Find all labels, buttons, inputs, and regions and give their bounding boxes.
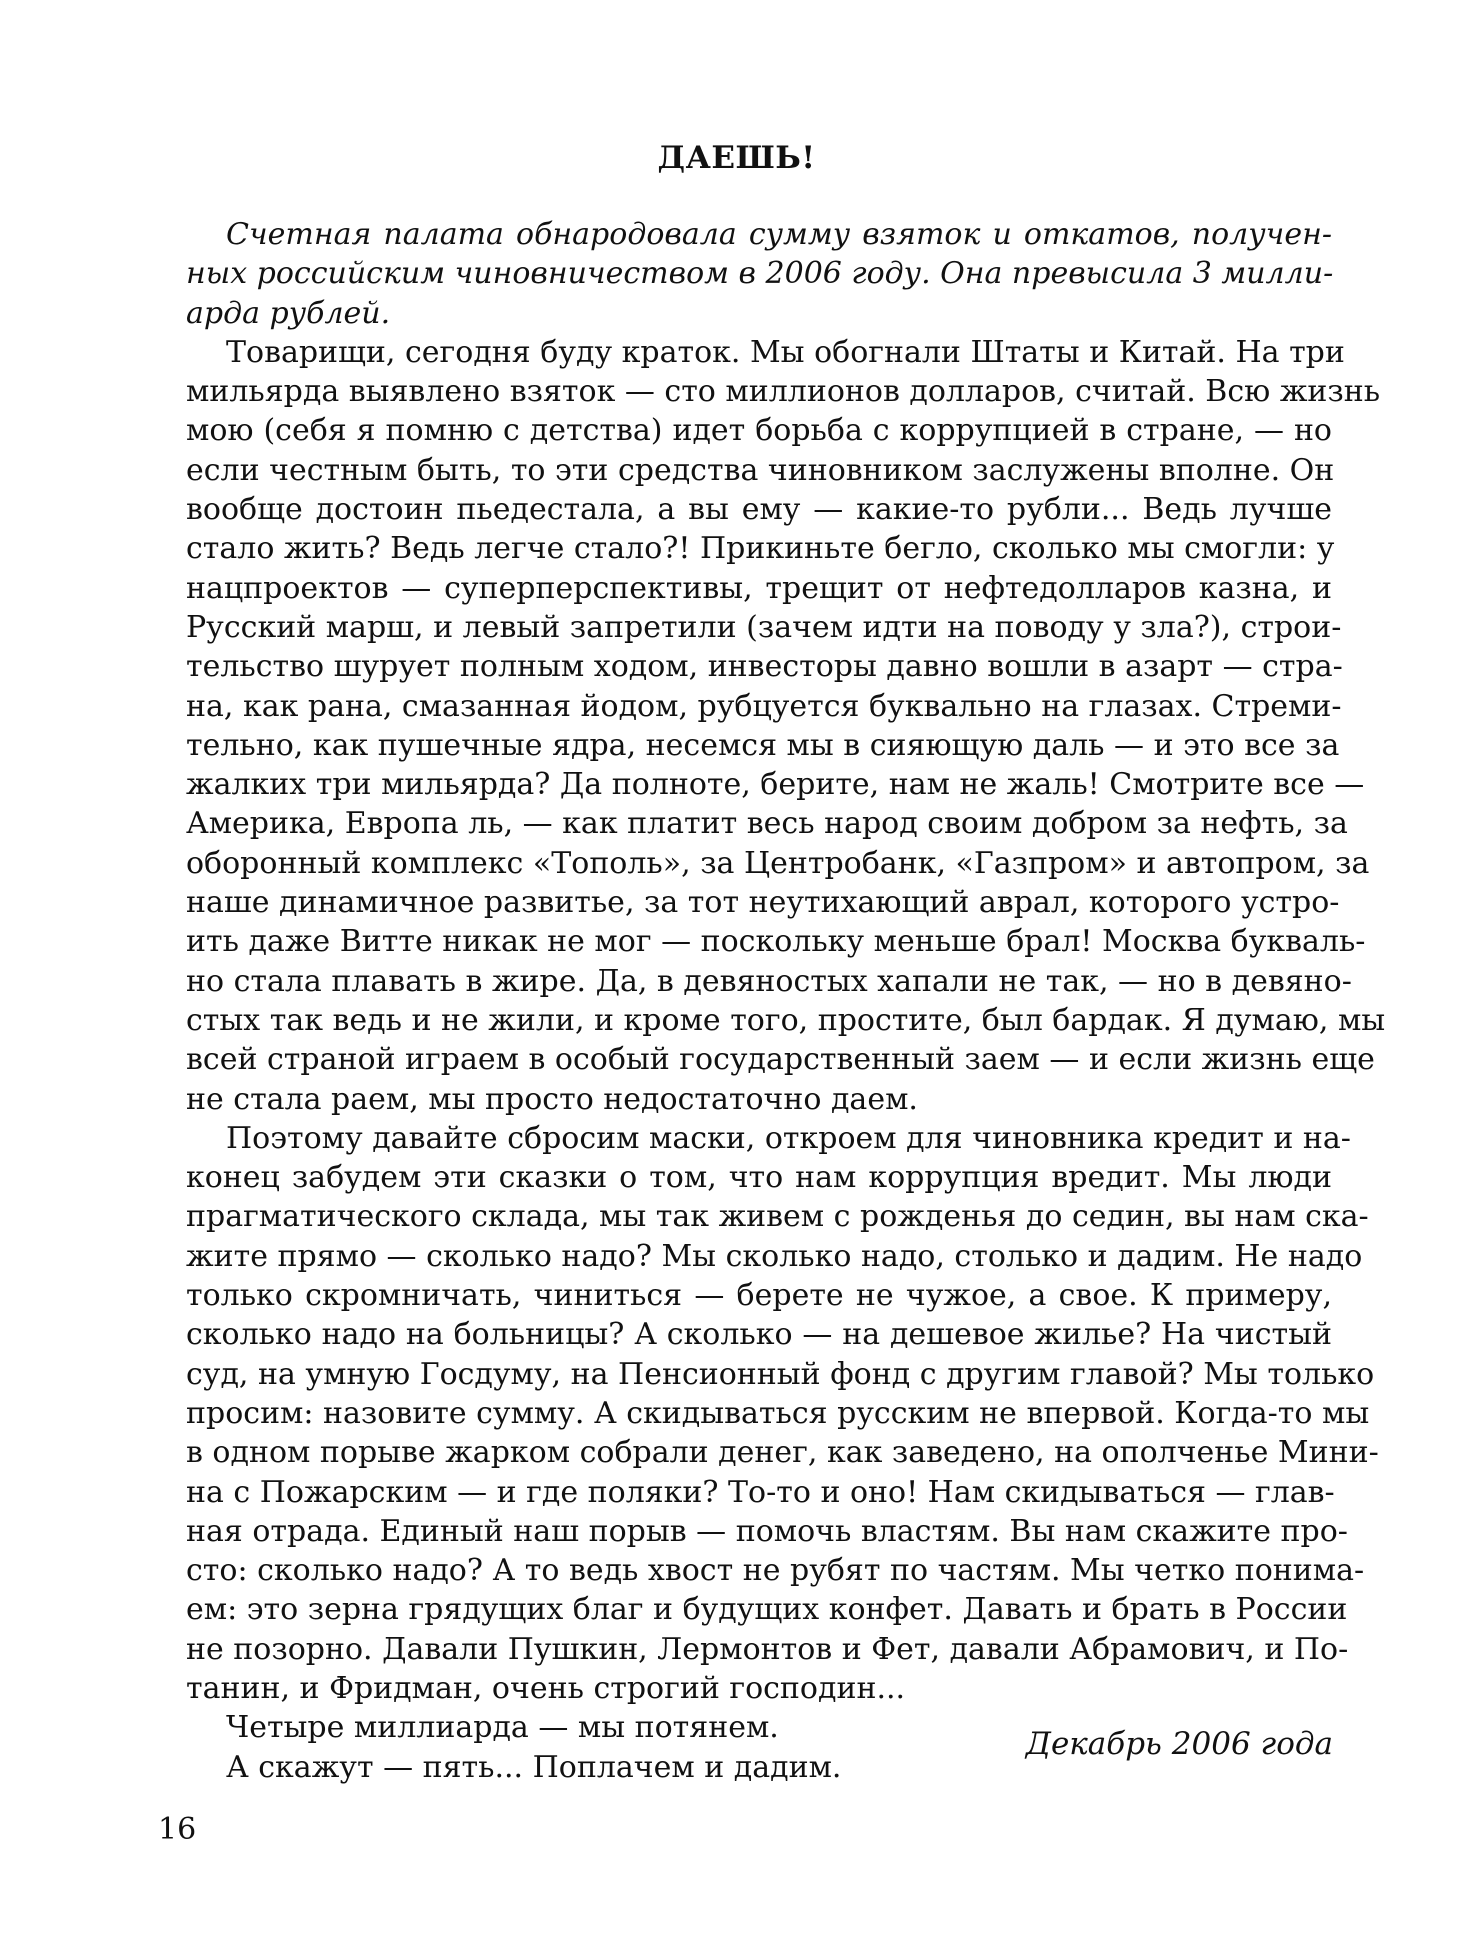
lead-line: Счетная палата обнародовала сумму взяток и откатов, получен- <box>226 217 1332 252</box>
page-number: 16 <box>158 1812 197 1847</box>
text-line: Америка, Европа ль, — как платит весь народ своим добром за нефть, за <box>186 806 1348 842</box>
text-line: стало жить? Ведь легче стало?! Прикиньте бегло, сколько мы смогли: у <box>186 531 1335 567</box>
text-line: ить даже Витте никак не мог — поскольку меньше брал! Москва букваль- <box>186 924 1366 960</box>
text-line: на с Пожарским — и где поляки? То-то и оно! Нам скидываться — глав- <box>186 1474 1335 1510</box>
text-line: стых так ведь и не жили, и кроме того, простите, был бардак. Я думаю, мы <box>186 1002 1386 1038</box>
page-title: ДАЕШЬ! <box>657 140 816 176</box>
paragraph <box>186 1119 1379 1708</box>
lead-paragraph <box>186 215 1332 333</box>
text-line: нацпроектов — суперперспективы, трещит от нефтедолларов казна, и <box>186 570 1332 606</box>
text-line: только скромничать, чиниться — берете не чужое, а свое. К примеру, <box>186 1278 1332 1314</box>
body-text <box>186 215 1386 1787</box>
text-line: А скажут — пять... Поплачем и дадим. <box>226 1749 842 1785</box>
text-line: жалких три мильярда? Да полноте, берите, нам не жаль! Смотрите все — <box>186 767 1365 803</box>
date-signature: Декабрь 2006 года <box>1025 1726 1333 1762</box>
lead-line: арда рублей. <box>186 295 391 331</box>
text-line: Товарищи, сегодня буду краток. Мы обогнали Штаты и Китай. На три <box>226 334 1345 370</box>
text-line: ем: это зерна грядущих благ и будущих конфет. Давать и брать в России <box>186 1592 1348 1628</box>
text-line: ная отрада. Единый наш порыв — помочь властям. Вы нам скажите про- <box>186 1513 1348 1549</box>
text-line: мильярда выявлено взяток — сто миллионов долларов, считай. Всю жизнь <box>186 374 1381 410</box>
text-line: не позорно. Давали Пушкин, Лермонтов и Фет, давали Абрамович, и По- <box>186 1631 1349 1667</box>
text-line: на, как рана, смазанная йодом, рубцуется буквально на глазах. Стреми- <box>186 688 1342 724</box>
lead-line: ных российским чиновничеством в 2006 году. Она превысила 3 милли- <box>186 256 1334 292</box>
text-line: сколько надо на больницы? А сколько — на дешевое жилье? На чистый <box>186 1317 1332 1353</box>
text-line: вообще достоин пьедестала, а вы ему — какие-то рубли... Ведь лучше <box>186 492 1332 528</box>
paragraph <box>186 333 1386 1119</box>
text-line: просим: назовите сумму. А скидываться русским не впервой. Когда-то мы <box>186 1395 1370 1431</box>
text-line: мою (себя я помню с детства) идет борьба с коррупцией в стране, — но <box>186 413 1332 449</box>
text-line: Поэтому давайте сбросим маски, откроем для чиновника кредит и на- <box>226 1120 1351 1156</box>
text-line: в одном порыве жарком собрали денег, как заведено, на ополченье Мини- <box>186 1435 1379 1471</box>
text-line: Русский марш, и левый запретили (зачем идти на поводу у зла?), строи- <box>186 609 1342 645</box>
text-line: суд, на умную Госдуму, на Пенсионный фонд с другим главой? Мы только <box>186 1356 1375 1392</box>
text-line: но стала плавать в жире. Да, в девяностых хапали не так, — но в девяно- <box>186 963 1352 999</box>
text-line: наше динамичное развитье, за тот неутихающий аврал, которого устро- <box>186 885 1340 921</box>
text-line: тельство шурует полным ходом, инвесторы давно вошли в азарт — стра- <box>186 649 1343 685</box>
text-line: всей страной играем в особый государственный заем — и если жизнь еще <box>186 1042 1375 1078</box>
text-line: тельно, как пушечные ядра, несемся мы в сияющую даль — и это все за <box>186 727 1340 763</box>
main-paragraphs <box>186 333 1386 1787</box>
text-line: сто: сколько надо? А то ведь хвост не рубят по частям. Мы четко понима- <box>186 1553 1365 1589</box>
text-line: танин, и Фридман, очень строгий господин... <box>186 1670 906 1706</box>
text-line: если честным быть, то эти средства чиновником заслужены вполне. Он <box>186 452 1335 488</box>
text-line: Четыре миллиарда — мы потянем. <box>226 1710 779 1746</box>
text-line: не стала раем, мы просто недостаточно даем. <box>186 1081 918 1117</box>
text-line: конец забудем эти сказки о том, что нам коррупция вредит. Мы люди <box>186 1160 1332 1196</box>
text-line: оборонный комплекс «Тополь», за Центробанк, «Газпром» и автопром, за <box>186 845 1370 881</box>
text-line: жите прямо — сколько надо? Мы сколько надо, столько и дадим. Не надо <box>186 1238 1363 1274</box>
text-line: прагматического склада, мы так живем с рожденья до седин, вы нам ска- <box>186 1199 1369 1235</box>
